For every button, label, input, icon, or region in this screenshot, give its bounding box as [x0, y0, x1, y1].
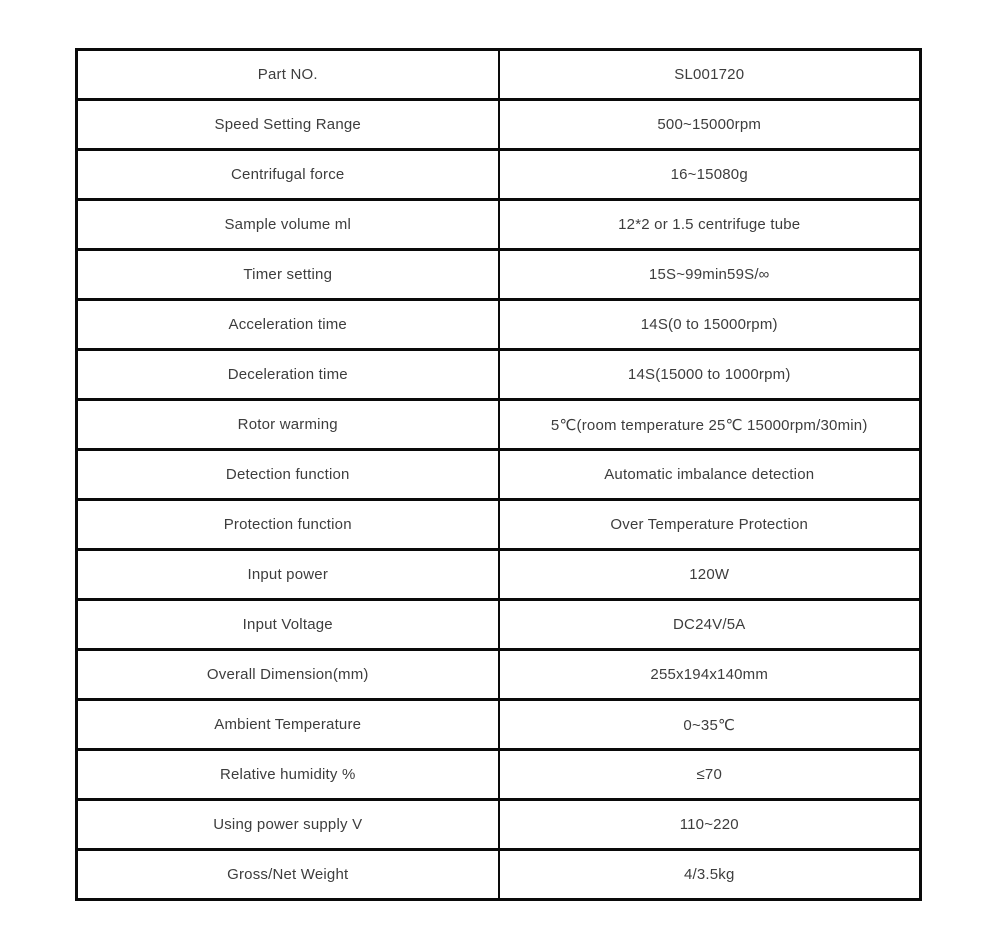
spec-value: Over Temperature Protection	[499, 500, 921, 550]
spec-label: Sample volume ml	[77, 200, 499, 250]
spec-label: Overall Dimension(mm)	[77, 650, 499, 700]
spec-label: Using power supply V	[77, 800, 499, 850]
spec-value: 14S(0 to 15000rpm)	[499, 300, 921, 350]
table-row	[77, 250, 921, 300]
table-row	[77, 200, 921, 250]
table-row	[77, 100, 921, 150]
spec-table	[75, 48, 922, 901]
spec-value: 5℃(room temperature 25℃ 15000rpm/30min)	[499, 400, 921, 450]
spec-label: Gross/Net Weight	[77, 850, 499, 900]
table-row	[77, 600, 921, 650]
spec-label: Ambient Temperature	[77, 700, 499, 750]
table-row	[77, 750, 921, 800]
table-row	[77, 150, 921, 200]
spec-label: Detection function	[77, 450, 499, 500]
spec-label: Deceleration time	[77, 350, 499, 400]
spec-label: Centrifugal force	[77, 150, 499, 200]
spec-value: 0~35℃	[499, 700, 921, 750]
spec-value: 16~15080g	[499, 150, 921, 200]
spec-label: Acceleration time	[77, 300, 499, 350]
spec-value: ≤70	[499, 750, 921, 800]
spec-label: Input Voltage	[77, 600, 499, 650]
spec-label: Relative humidity %	[77, 750, 499, 800]
table-row	[77, 700, 921, 750]
spec-value: 110~220	[499, 800, 921, 850]
spec-label: Protection function	[77, 500, 499, 550]
table-row	[77, 450, 921, 500]
spec-value: 14S(15000 to 1000rpm)	[499, 350, 921, 400]
spec-value: 15S~99min59S/∞	[499, 250, 921, 300]
spec-value: 4/3.5kg	[499, 850, 921, 900]
spec-value: Automatic imbalance detection	[499, 450, 921, 500]
spec-label: Speed Setting Range	[77, 100, 499, 150]
table-row	[77, 850, 921, 900]
spec-value: DC24V/5A	[499, 600, 921, 650]
table-row	[77, 650, 921, 700]
spec-label: Timer setting	[77, 250, 499, 300]
table-row	[77, 300, 921, 350]
table-row	[77, 400, 921, 450]
table-row	[77, 550, 921, 600]
table-row	[77, 800, 921, 850]
spec-value: SL001720	[499, 50, 921, 100]
spec-value: 12*2 or 1.5 centrifuge tube	[499, 200, 921, 250]
spec-value: 255x194x140mm	[499, 650, 921, 700]
spec-value: 120W	[499, 550, 921, 600]
table-row	[77, 350, 921, 400]
table-row	[77, 500, 921, 550]
spec-value: 500~15000rpm	[499, 100, 921, 150]
spec-label: Rotor warming	[77, 400, 499, 450]
spec-label: Input power	[77, 550, 499, 600]
spec-label: Part NO.	[77, 50, 499, 100]
table-row	[77, 50, 921, 100]
